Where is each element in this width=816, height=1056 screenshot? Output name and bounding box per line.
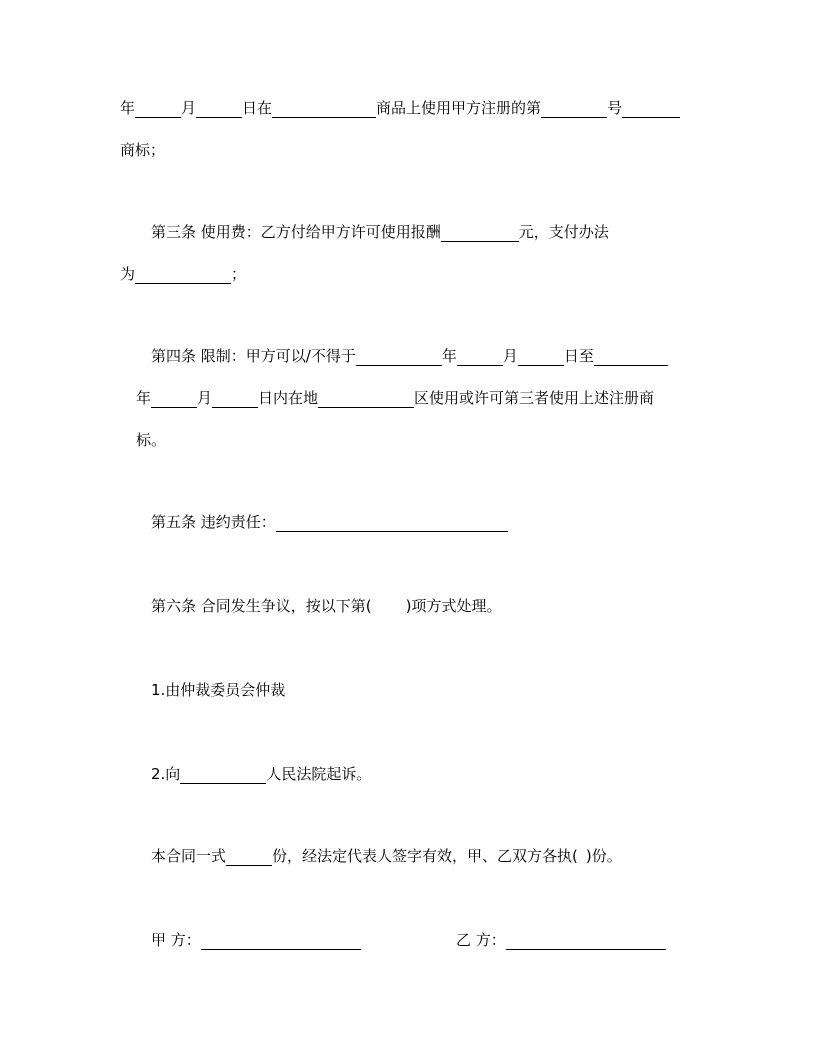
blank-start-month[interactable] <box>457 348 503 366</box>
article-4-line-1 <box>151 346 668 366</box>
text-option-2-to: 2.向 <box>151 765 181 783</box>
signature-party-b <box>456 930 666 950</box>
text-semicolon: ； <box>231 265 247 283</box>
text-option-1: 1.由仲裁委员会仲裁 <box>151 681 286 699</box>
text-party-a: 甲 方： <box>151 931 201 949</box>
article-3-line-2 <box>120 264 246 284</box>
article-4-line-2 <box>136 388 654 408</box>
article-3-line-1 <box>151 222 609 242</box>
blank-goods[interactable] <box>272 100 376 118</box>
option-2 <box>151 764 371 784</box>
blank-court[interactable] <box>180 766 266 784</box>
text-month: 月 <box>197 389 213 407</box>
text-day-within: 日内在地 <box>258 389 319 407</box>
blank-year[interactable] <box>135 100 181 118</box>
text-number: 号 <box>607 99 623 117</box>
text-goods-usage: 商品上使用甲方注册的第 <box>376 99 542 117</box>
blank-end-day-pre[interactable] <box>212 390 258 408</box>
blank-trademark-name[interactable] <box>622 100 680 118</box>
blank-payment-method[interactable] <box>135 266 231 284</box>
text-article-5: 第五条 违约责任： <box>151 513 276 531</box>
text-method: )项方式处理。 <box>405 597 502 615</box>
option-1 <box>151 680 285 700</box>
text-trademark-end: 商标； <box>120 141 166 159</box>
blank-start-day[interactable] <box>518 348 564 366</box>
text-option-2-court: 人民法院起诉。 <box>266 765 372 783</box>
text-month: 月 <box>502 347 518 365</box>
blank-liability[interactable] <box>276 514 508 532</box>
blank-end-month-pre[interactable] <box>151 390 197 408</box>
text-copies-2: 份，经法定代表人签字有效，甲、乙双方各执( <box>272 847 578 865</box>
text-article-4: 第四条 限制：甲方可以/不得于 <box>151 347 356 365</box>
contract-line-trademark-end <box>120 140 165 160</box>
text-day-at: 日在 <box>242 99 273 117</box>
blank-month[interactable] <box>196 100 242 118</box>
blank-end-year[interactable] <box>594 348 668 366</box>
text-year: 年 <box>441 347 457 365</box>
blank-party-b-signature[interactable] <box>506 932 666 950</box>
text-copies-3: )份。 <box>585 847 622 865</box>
text-year: 年 <box>120 99 136 117</box>
blank-registration-no[interactable] <box>541 100 607 118</box>
article-4-line-3 <box>136 430 166 450</box>
blank-start-year[interactable] <box>356 348 442 366</box>
text-article-3: 第三条 使用费：乙方付给甲方许可使用报酬 <box>151 223 441 241</box>
text-day-to: 日至 <box>563 347 594 365</box>
text-year: 年 <box>136 389 152 407</box>
article-6 <box>151 596 501 616</box>
blank-fee-amount[interactable] <box>441 224 519 242</box>
blank-party-a-signature[interactable] <box>201 932 361 950</box>
text-as: 为 <box>120 265 136 283</box>
text-article-6: 第六条 合同发生争议，按以下第( <box>151 597 372 615</box>
text-currency-payment: 元，支付办法 <box>518 223 609 241</box>
blank-region[interactable] <box>318 390 414 408</box>
text-copies-1: 本合同一式 <box>151 847 227 865</box>
blank-copies[interactable] <box>226 848 272 866</box>
contract-line-date-trademark <box>120 98 680 118</box>
text-party-b: 乙 方： <box>456 931 506 949</box>
article-5 <box>151 512 508 532</box>
text-month: 月 <box>181 99 197 117</box>
text-usage-region: 区使用或许可第三者使用上述注册商 <box>414 389 655 407</box>
signature-party-a <box>151 930 361 950</box>
text-mark-end: 标。 <box>136 431 167 449</box>
copies-line <box>151 846 622 866</box>
